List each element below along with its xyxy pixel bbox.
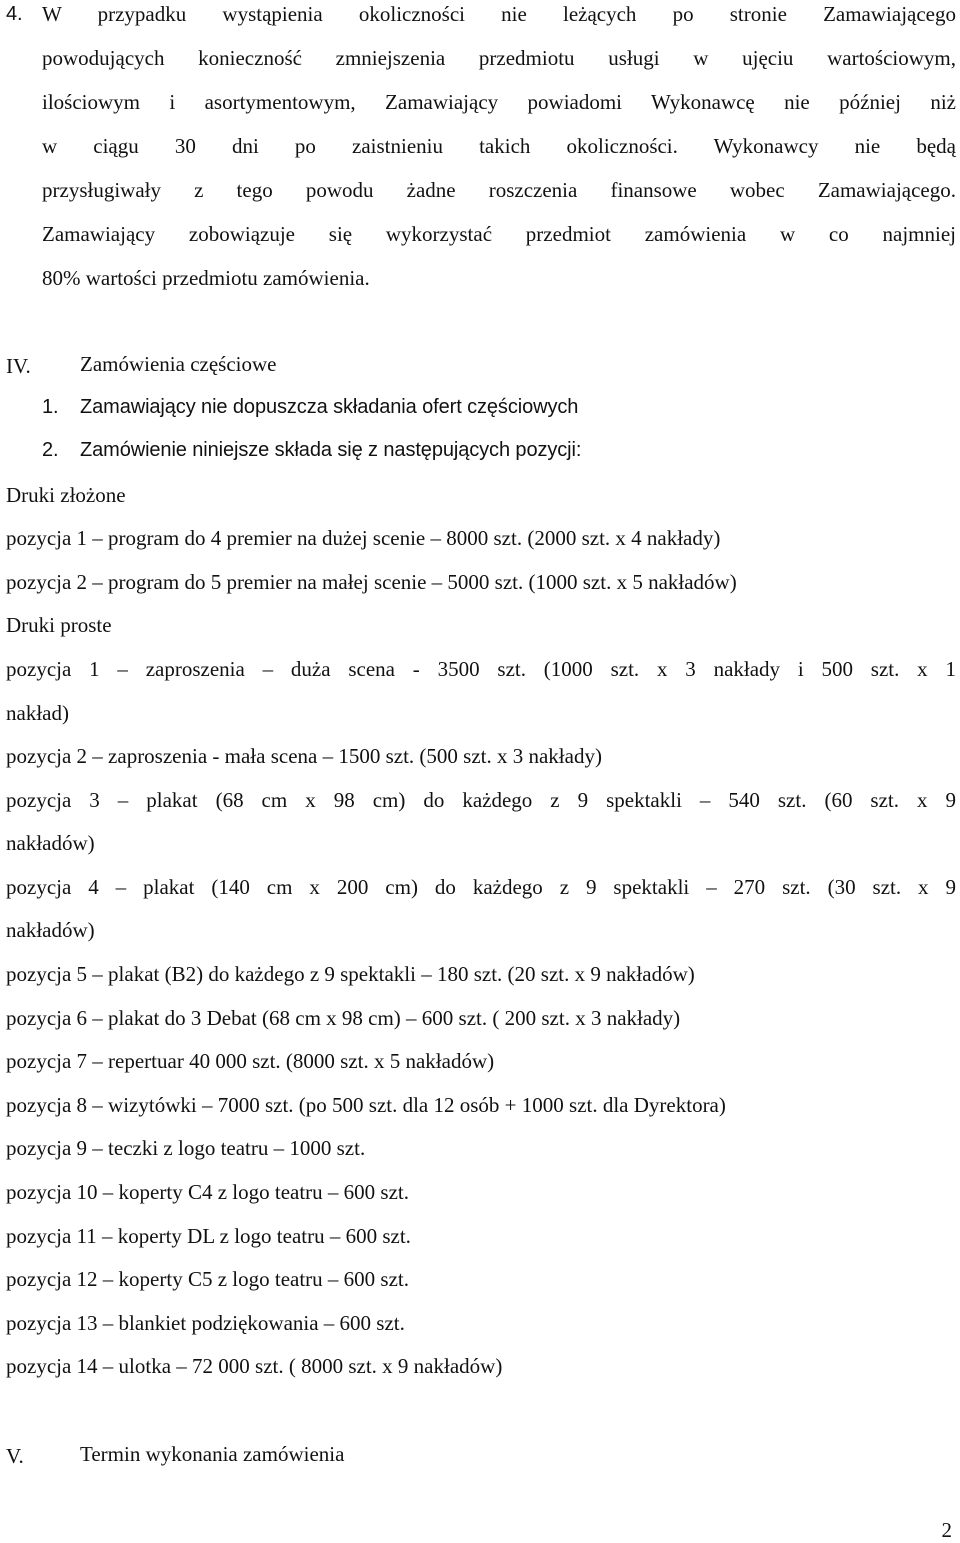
position-line: pozycja 3 – plakat (68 cm x 98 cm) do każdego z 9 spektakli – 540 szt. (60 szt. x 9	[6, 788, 956, 812]
section-4-line-2: powodujących konieczność zmniejszenia przedmiotu usługi w ujęciu wartościowym,	[42, 46, 956, 70]
section-v-heading: Termin wykonania zamówienia	[80, 1442, 345, 1466]
position-line: pozycja 14 – ulotka – 72 000 szt. ( 8000 szt. x 9 nakładów)	[6, 1354, 503, 1378]
position-line-continuation: nakładów)	[6, 831, 95, 855]
list-item-number: 1.	[42, 396, 59, 418]
position-line: pozycja 10 – koperty C4 z logo teatru – 600 szt.	[6, 1180, 409, 1204]
position-line: pozycja 2 – program do 5 premier na małej scenie – 5000 szt. (1000 szt. x 5 nakładów)	[6, 570, 737, 594]
position-line: pozycja 4 – plakat (140 cm x 200 cm) do każdego z 9 spektakli – 270 szt. (30 szt. x 9	[6, 875, 956, 899]
position-line-continuation: nakład)	[6, 701, 69, 725]
position-line: pozycja 9 – teczki z logo teatru – 1000 szt.	[6, 1136, 366, 1160]
section-4-line-3: ilościowym i asortymentowym, Zamawiający powiadomi Wykonawcę nie później niż	[42, 90, 956, 114]
section-4-line-1: W przypadku wystąpienia okoliczności nie leżących po stronie Zamawiającego	[42, 2, 956, 26]
position-line: pozycja 8 – wizytówki – 7000 szt. (po 500 szt. dla 12 osób + 1000 szt. dla Dyrektora)	[6, 1093, 726, 1117]
section-4-line-7: 80% wartości przedmiotu zamówienia.	[42, 266, 370, 290]
section-v-numeral: V.	[6, 1444, 24, 1468]
position-line-continuation: nakładów)	[6, 918, 95, 942]
list-item-number: 2.	[42, 439, 59, 461]
position-line: pozycja 1 – zaproszenia – duża scena - 3500 szt. (1000 szt. x 3 nakłady i 500 szt. x 1	[6, 657, 956, 681]
position-line: pozycja 13 – blankiet podziękowania – 600 szt.	[6, 1311, 405, 1335]
section-iv-heading: Zamówienia częściowe	[80, 352, 277, 376]
page-number: 2	[941, 1518, 952, 1542]
position-line: pozycja 1 – program do 4 premier na dużej scenie – 8000 szt. (2000 szt. x 4 nakłady)	[6, 526, 721, 550]
section-4-line-4: w ciągu 30 dni po zaistnieniu takich okoliczności. Wykonawcy nie będą	[42, 134, 956, 158]
position-line: pozycja 7 – repertuar 40 000 szt. (8000 szt. x 5 nakładów)	[6, 1049, 495, 1073]
list-item-text: Zamówienie niniejsze składa się z następujących pozycji:	[80, 439, 582, 461]
druki-zlozone-heading: Druki złożone	[6, 483, 126, 507]
position-line: pozycja 5 – plakat (B2) do każdego z 9 spektakli – 180 szt. (20 szt. x 9 nakładów)	[6, 962, 695, 986]
druki-proste-heading: Druki proste	[6, 613, 112, 637]
position-line: pozycja 6 – plakat do 3 Debat (68 cm x 98 cm) – 600 szt. ( 200 szt. x 3 nakłady)	[6, 1006, 681, 1030]
position-line: pozycja 12 – koperty C5 z logo teatru – 600 szt.	[6, 1267, 409, 1291]
position-line: pozycja 2 – zaproszenia - mała scena – 1500 szt. (500 szt. x 3 nakłady)	[6, 744, 602, 768]
position-line: pozycja 11 – koperty DL z logo teatru – 600 szt.	[6, 1224, 411, 1248]
section-4-number: 4.	[6, 3, 23, 25]
section-iv-numeral: IV.	[6, 354, 31, 378]
section-4-line-5: przysługiwały z tego powodu żadne roszczenia finansowe wobec Zamawiającego.	[42, 178, 956, 202]
list-item-text: Zamawiający nie dopuszcza składania ofert częściowych	[80, 396, 579, 418]
section-4-line-6: Zamawiający zobowiązuje się wykorzystać przedmiot zamówienia w co najmniej	[42, 222, 956, 246]
